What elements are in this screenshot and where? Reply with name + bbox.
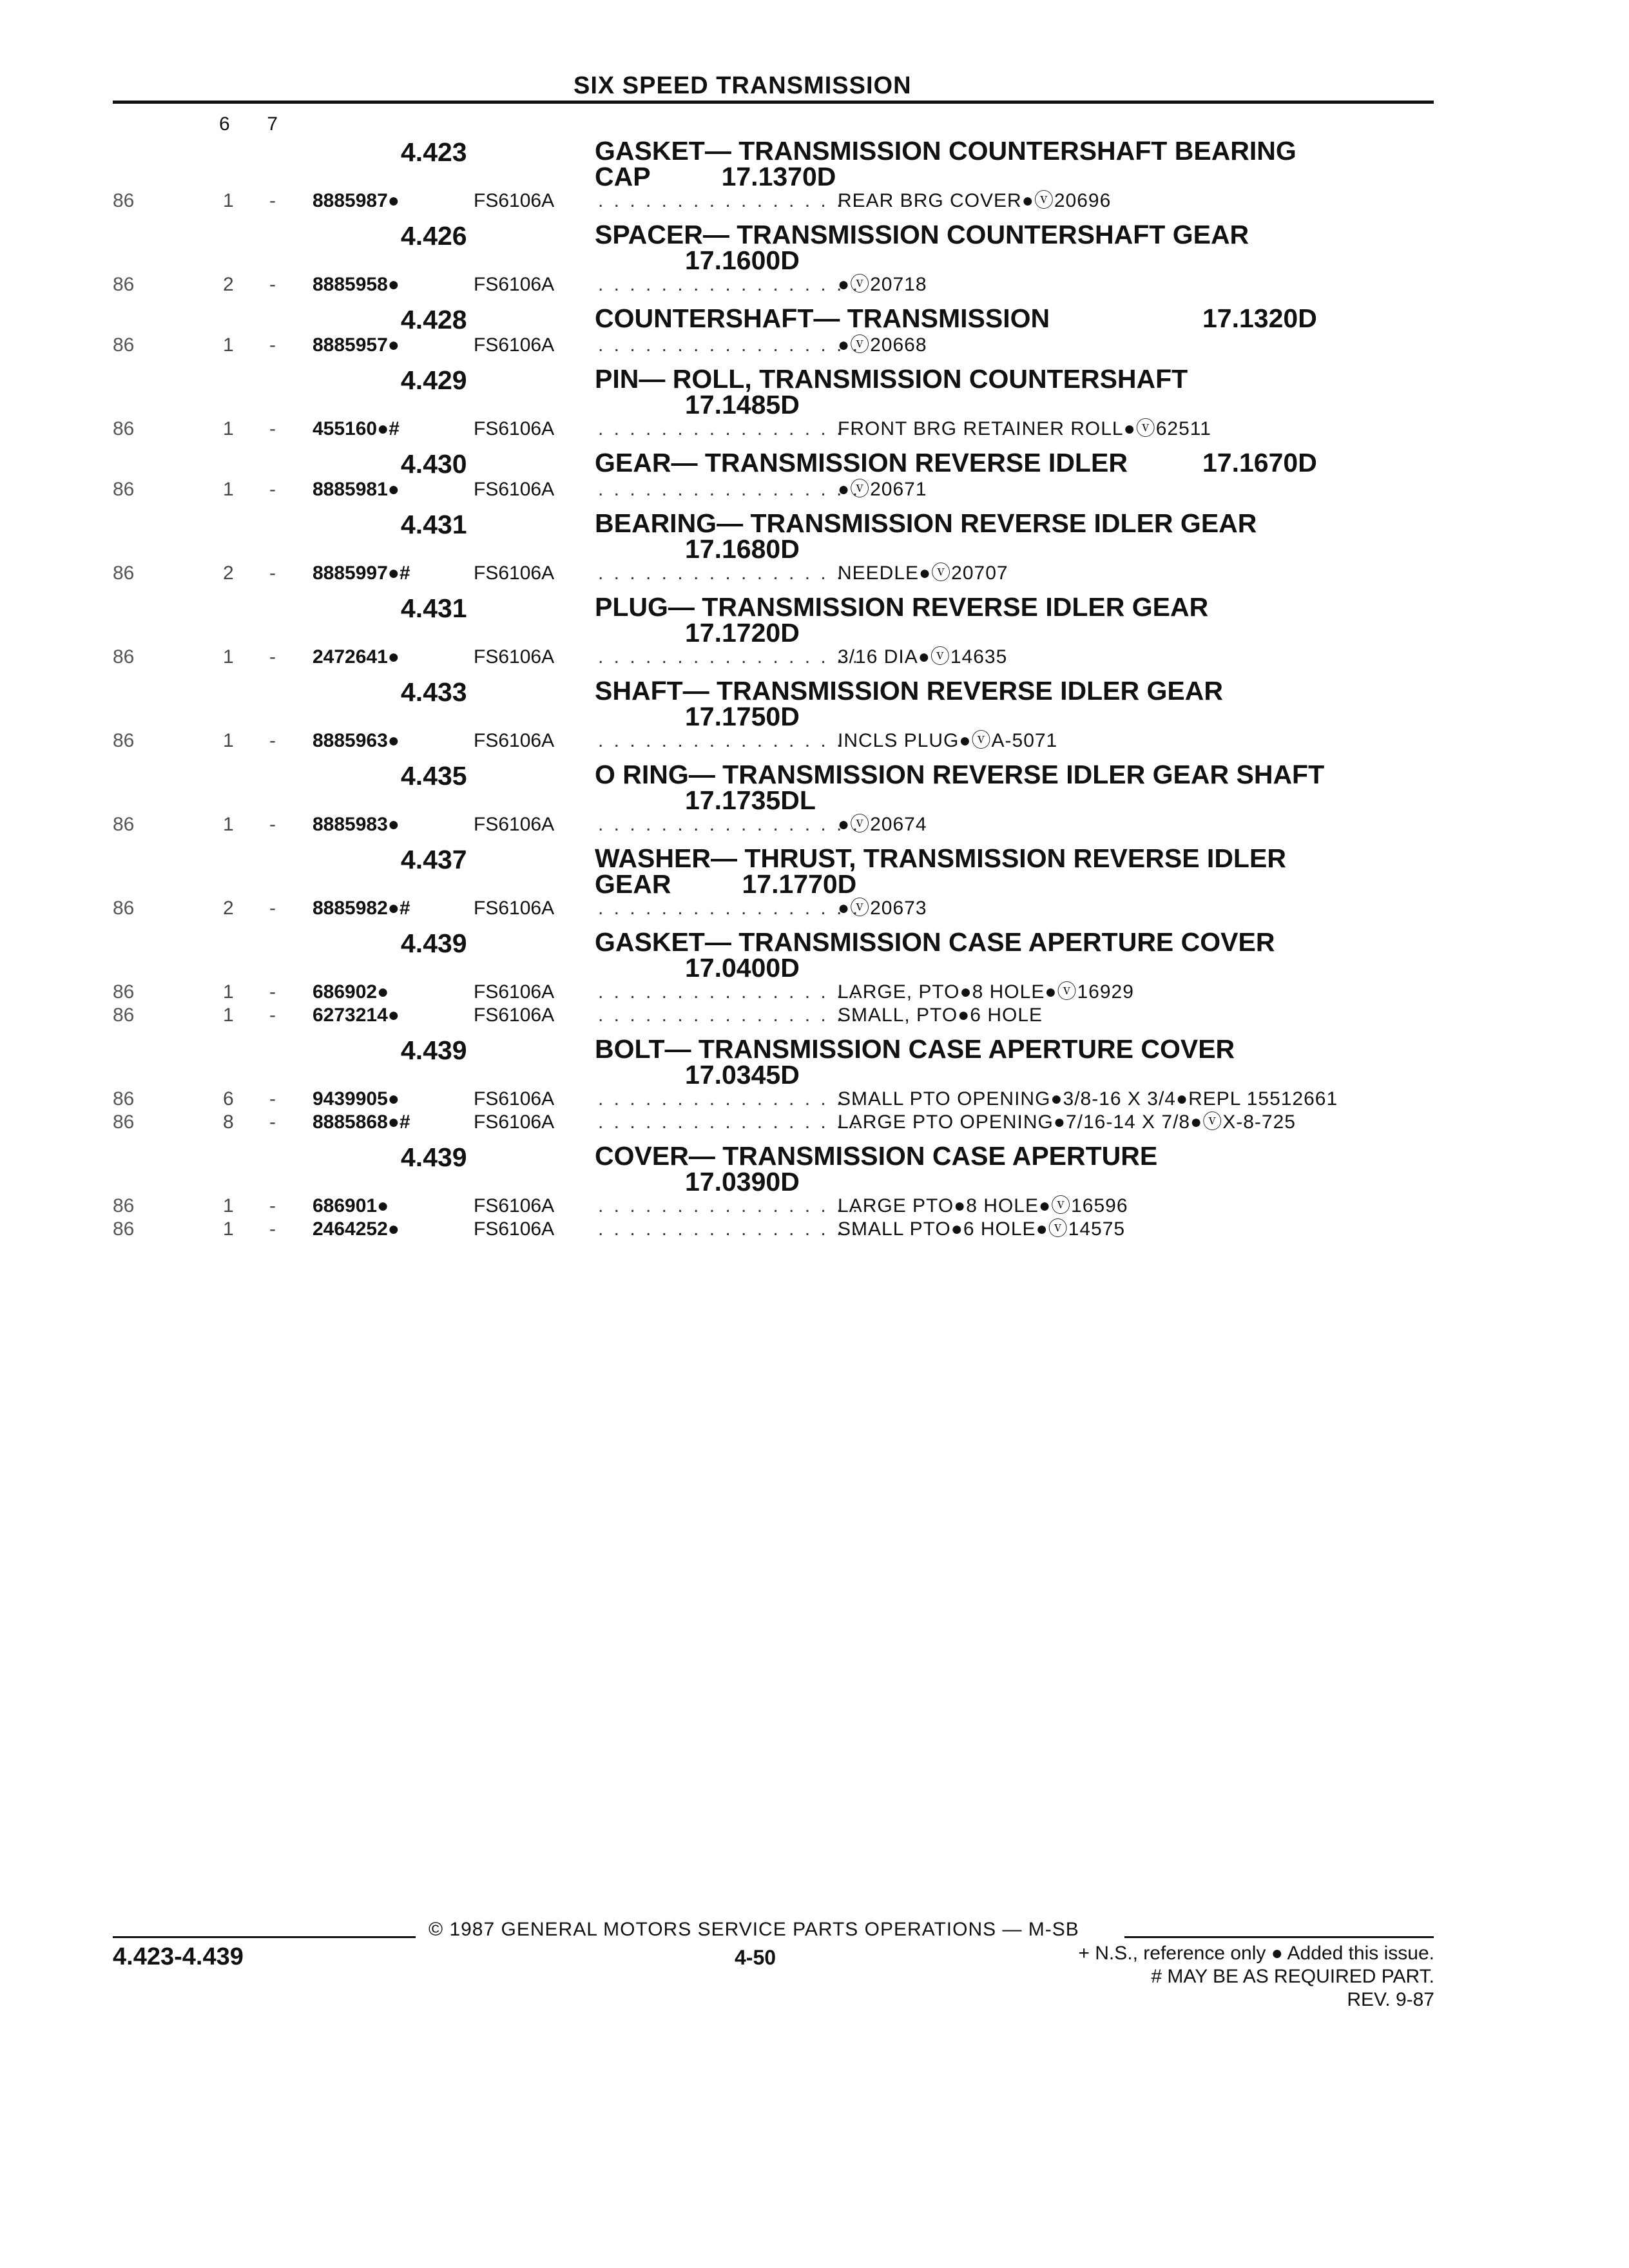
model-year: 86 [113, 274, 135, 295]
part-description: REAR BRG COVER●ⓥ20696 [838, 190, 1112, 211]
group-code: 17.0390D [685, 1167, 800, 1196]
quantity: 8 [223, 1111, 234, 1133]
group-code: 17.1320D [1202, 303, 1317, 333]
reference-number: 4.426 [401, 221, 467, 251]
entry-heading [0, 762, 1629, 813]
column-label-qty-7: 7 [267, 113, 278, 135]
reference-number: 4.439 [401, 1142, 467, 1172]
part-row [0, 334, 1629, 357]
entry-spacer [0, 441, 1629, 445]
part-description: ●ⓥ20674 [838, 814, 927, 835]
model-year: 86 [113, 1218, 135, 1240]
column-headers [219, 113, 309, 135]
quantity: 1 [223, 646, 234, 668]
part-number: 8885957● [313, 334, 400, 356]
leader-dots: . . . . . . . . . . . . . . . . . [598, 479, 861, 500]
quantity-alt: - [269, 1004, 276, 1026]
reference-number: 4.431 [401, 510, 467, 539]
footer-rule-right [1124, 1936, 1434, 1938]
quantity-alt: - [269, 418, 276, 439]
group-code: 17.1770D [742, 869, 857, 899]
fs-code: FS6106A [474, 190, 555, 211]
part-row [0, 273, 1629, 296]
fs-code: FS6106A [474, 814, 555, 835]
quantity-alt: - [269, 334, 276, 356]
quantity: 2 [223, 562, 234, 584]
fs-code: FS6106A [474, 898, 555, 919]
entry-heading [0, 594, 1629, 646]
leader-dots: . . . . . . . . . . . . . . . . . [598, 646, 861, 668]
reference-number: 4.433 [401, 677, 467, 707]
part-row [0, 1111, 1629, 1134]
part-group-title: SPACER— TRANSMISSION COUNTERSHAFT GEAR [595, 220, 1249, 249]
reference-number: 4.437 [401, 845, 467, 874]
quantity-alt: - [269, 1088, 276, 1110]
quantity: 1 [223, 479, 234, 500]
part-row [0, 1218, 1629, 1241]
group-code: 17.0400D [685, 953, 800, 983]
part-number: 455160●# [313, 418, 400, 439]
quantity: 1 [223, 1218, 234, 1240]
quantity: 1 [223, 814, 234, 835]
part-number: 8885958● [313, 274, 400, 295]
part-row [0, 418, 1629, 441]
entry-heading [0, 929, 1629, 981]
reference-number: 4.439 [401, 1035, 467, 1065]
fs-code: FS6106A [474, 1195, 555, 1216]
part-row [0, 478, 1629, 501]
entry-heading [0, 1143, 1629, 1195]
part-group-title: PIN— ROLL, TRANSMISSION COUNTERSHAFT [595, 364, 1188, 394]
part-description: LARGE, PTO●8 HOLE●ⓥ16929 [838, 981, 1134, 1003]
quantity: 1 [223, 730, 234, 751]
entry-heading [0, 366, 1629, 418]
leader-dots: . . . . . . . . . . . . . . . . . [598, 1088, 861, 1110]
quantity-alt: - [269, 814, 276, 835]
part-number: 6273214● [313, 1004, 400, 1026]
quantity: 6 [223, 1088, 234, 1110]
leader-dots: . . . . . . . . . . . . . . . . . [598, 562, 861, 584]
section-range: 4.423-4.439 [113, 1943, 244, 1970]
quantity-alt: - [269, 898, 276, 919]
part-row [0, 1195, 1629, 1218]
group-code: 17.0345D [685, 1060, 800, 1090]
page-title: SIX SPEED TRANSMISSION [574, 72, 912, 99]
part-group-title: PLUG— TRANSMISSION REVERSE IDLER GEAR [595, 592, 1209, 622]
fs-code: FS6106A [474, 334, 555, 356]
model-year: 86 [113, 1004, 135, 1026]
model-year: 86 [113, 730, 135, 751]
quantity-alt: - [269, 1218, 276, 1240]
part-row [0, 897, 1629, 920]
part-row [0, 1004, 1629, 1027]
model-year: 86 [113, 1111, 135, 1133]
part-group-title: COUNTERSHAFT— TRANSMISSION [595, 303, 1050, 333]
reference-number: 4.431 [401, 593, 467, 623]
part-number: 8885982●# [313, 898, 410, 919]
entry-heading [0, 138, 1629, 189]
part-group-title: GEAR— TRANSMISSION REVERSE IDLER [595, 448, 1128, 477]
quantity: 1 [223, 190, 234, 211]
quantity-alt: - [269, 274, 276, 295]
quantity-alt: - [269, 1111, 276, 1133]
leader-dots: . . . . . . . . . . . . . . . . . [598, 1004, 861, 1026]
entry-heading [0, 845, 1629, 897]
model-year: 86 [113, 898, 135, 919]
legend-line: + N.S., reference only ● Added this issue. [1078, 1943, 1434, 1964]
quantity-alt: - [269, 981, 276, 1003]
model-year: 86 [113, 562, 135, 584]
quantity-alt: - [269, 562, 276, 584]
part-description: SMALL, PTO●6 HOLE [838, 1004, 1043, 1026]
part-number: 8885987● [313, 190, 400, 211]
part-group-title: WASHER— THRUST, TRANSMISSION REVERSE IDLER GEAR [595, 843, 1286, 899]
entry-spacer [0, 501, 1629, 505]
entry-heading [0, 305, 1629, 334]
part-description: ●ⓥ20673 [838, 898, 927, 919]
quantity-alt: - [269, 1195, 276, 1216]
group-code: 17.1670D [1202, 448, 1317, 477]
fs-code: FS6106A [474, 1088, 555, 1110]
leader-dots: . . . . . . . . . . . . . . . . . [598, 1111, 861, 1133]
part-description: LARGE PTO OPENING●7/16-14 X 7/8●ⓥX-8-725 [838, 1111, 1296, 1133]
group-code: 17.1680D [685, 534, 800, 564]
leader-dots: . . . . . . . . . . . . . . . . . [598, 190, 861, 211]
model-year: 86 [113, 1195, 135, 1216]
group-code: 17.1485D [685, 390, 800, 419]
entry-spacer [0, 753, 1629, 756]
part-description: NEEDLE●ⓥ20707 [838, 562, 1008, 584]
entry-spacer [0, 920, 1629, 924]
group-code: 17.1720D [685, 618, 800, 648]
part-description: INCLS PLUG●ⓥA-5071 [838, 730, 1058, 751]
part-number: 8885981● [313, 479, 400, 500]
part-row [0, 646, 1629, 669]
fs-code: FS6106A [474, 730, 555, 751]
model-year: 86 [113, 646, 135, 668]
part-row [0, 1088, 1629, 1111]
entry-spacer [0, 836, 1629, 840]
leader-dots: . . . . . . . . . . . . . . . . . [598, 814, 861, 835]
part-number: 686901● [313, 1195, 389, 1216]
model-year: 86 [113, 479, 135, 500]
part-number: 8885997●# [313, 562, 410, 584]
entry-spacer [0, 213, 1629, 216]
reference-number: 4.429 [401, 365, 467, 395]
reference-number: 4.423 [401, 137, 467, 167]
part-number: 8885963● [313, 730, 400, 751]
legend-line: # MAY BE AS REQUIRED PART. [1151, 1966, 1434, 1987]
reference-number: 4.430 [401, 449, 467, 479]
leader-dots: . . . . . . . . . . . . . . . . . [598, 730, 861, 751]
quantity: 1 [223, 418, 234, 439]
reference-number: 4.435 [401, 761, 467, 791]
part-group-title: GASKET— TRANSMISSION COUNTERSHAFT BEARING CAP [595, 136, 1296, 191]
part-description: ●ⓥ20668 [838, 334, 927, 356]
fs-code: FS6106A [474, 1111, 555, 1133]
part-row [0, 729, 1629, 753]
part-description: ●ⓥ20671 [838, 479, 927, 500]
part-description: SMALL PTO OPENING●3/8-16 X 3/4●REPL 15512661 [838, 1088, 1338, 1110]
quantity: 2 [223, 898, 234, 919]
part-description: SMALL PTO●6 HOLE●ⓥ14575 [838, 1218, 1126, 1240]
fs-code: FS6106A [474, 479, 555, 500]
part-group-title: SHAFT— TRANSMISSION REVERSE IDLER GEAR [595, 676, 1223, 706]
reference-number: 4.439 [401, 928, 467, 958]
fs-code: FS6106A [474, 1004, 555, 1026]
leader-dots: . . . . . . . . . . . . . . . . . [598, 1195, 861, 1216]
entry-spacer [0, 296, 1629, 300]
entry-spacer [0, 1027, 1629, 1031]
group-code: 17.1750D [685, 702, 800, 731]
group-code: 17.1735DL [685, 785, 816, 815]
page-number: 4-50 [735, 1946, 776, 1969]
entry-heading [0, 510, 1629, 562]
part-group-title: GASKET— TRANSMISSION CASE APERTURE COVER [595, 927, 1275, 957]
leader-dots: . . . . . . . . . . . . . . . . . [598, 981, 861, 1003]
quantity: 1 [223, 1004, 234, 1026]
part-group-title: O RING— TRANSMISSION REVERSE IDLER GEAR SHAFT [595, 760, 1325, 789]
part-number: 686902● [313, 981, 389, 1003]
entry-spacer [0, 1134, 1629, 1138]
entry-spacer [0, 357, 1629, 361]
part-group-title: BOLT— TRANSMISSION CASE APERTURE COVER [595, 1034, 1235, 1064]
part-row [0, 981, 1629, 1004]
group-code: 17.1600D [685, 245, 800, 275]
reference-number: 4.428 [401, 305, 467, 334]
legend [1078, 1942, 1434, 2012]
part-number: 2472641● [313, 646, 400, 668]
part-description: LARGE PTO●8 HOLE●ⓥ16596 [838, 1195, 1128, 1216]
model-year: 86 [113, 334, 135, 356]
model-year: 86 [113, 814, 135, 835]
group-code: 17.1370D [721, 162, 836, 191]
part-row [0, 813, 1629, 836]
part-group-title: BEARING— TRANSMISSION REVERSE IDLER GEAR [595, 508, 1257, 538]
entry-heading [0, 222, 1629, 273]
fs-code: FS6106A [474, 418, 555, 439]
leader-dots: . . . . . . . . . . . . . . . . . [598, 1218, 861, 1240]
entry-heading [0, 678, 1629, 729]
fs-code: FS6106A [474, 274, 555, 295]
entry-heading [0, 1036, 1629, 1088]
parts-list [0, 133, 1629, 1245]
legend-line: REV. 9-87 [1347, 1989, 1434, 2010]
column-label-qty-6: 6 [219, 113, 230, 135]
part-number: 8885983● [313, 814, 400, 835]
part-row [0, 562, 1629, 585]
header-rule [113, 101, 1434, 104]
model-year: 86 [113, 981, 135, 1003]
entry-heading [0, 450, 1629, 478]
quantity-alt: - [269, 646, 276, 668]
entry-spacer [0, 585, 1629, 589]
part-group-title: COVER— TRANSMISSION CASE APERTURE [595, 1141, 1158, 1171]
entry-spacer [0, 669, 1629, 673]
quantity-alt: - [269, 479, 276, 500]
model-year: 86 [113, 190, 135, 211]
part-description: 3/16 DIA●ⓥ14635 [838, 646, 1008, 668]
part-description: ●ⓥ20718 [838, 274, 927, 295]
quantity-alt: - [269, 190, 276, 211]
part-number: 9439905● [313, 1088, 400, 1110]
leader-dots: . . . . . . . . . . . . . . . . . [598, 898, 861, 919]
quantity: 1 [223, 1195, 234, 1216]
copyright-notice: © 1987 GENERAL MOTORS SERVICE PARTS OPERATIONS — M-SB [429, 1919, 1079, 1940]
fs-code: FS6106A [474, 1218, 555, 1240]
leader-dots: . . . . . . . . . . . . . . . . . [598, 334, 861, 356]
fs-code: FS6106A [474, 562, 555, 584]
part-number: 2464252● [313, 1218, 400, 1240]
leader-dots: . . . . . . . . . . . . . . . . . [598, 274, 861, 295]
model-year: 86 [113, 418, 135, 439]
quantity: 1 [223, 334, 234, 356]
part-row [0, 189, 1629, 213]
quantity: 1 [223, 981, 234, 1003]
leader-dots: . . . . . . . . . . . . . . . . . [598, 418, 861, 439]
part-description: FRONT BRG RETAINER ROLL●ⓥ62511 [838, 418, 1211, 439]
quantity-alt: - [269, 730, 276, 751]
footer-rule-left [113, 1936, 416, 1938]
fs-code: FS6106A [474, 646, 555, 668]
fs-code: FS6106A [474, 981, 555, 1003]
quantity: 2 [223, 274, 234, 295]
entry-spacer [0, 1241, 1629, 1245]
part-number: 8885868●# [313, 1111, 410, 1133]
model-year: 86 [113, 1088, 135, 1110]
